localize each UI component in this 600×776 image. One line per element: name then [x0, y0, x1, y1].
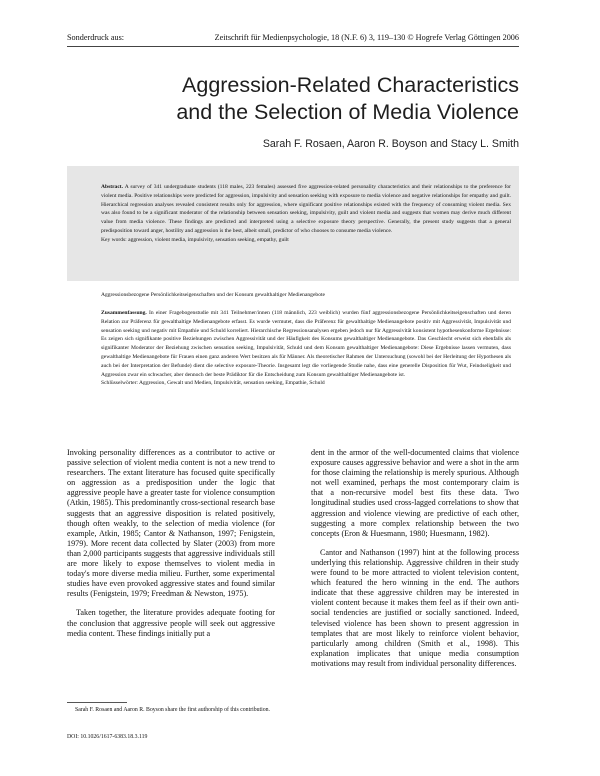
paragraph: Invoking personality differences as a contributor to active or passive selection of violent media content is not a new trend to researchers. The extant literature has focused quite specifically on aggression as a predisposition under the logic that aggressive people have a greater taste for violence consumption (Atkin, 1985). This predominantly cross-sectional research base suggests that an aggressive disposition is related positively, though often weakly, to the selection of media violence (for example, Atkin, 1985; Cantor & Nathanson, 1997; Fenigstein, 1979). More recent data collected by Slater (2003) from more than 2,000 participants suggests that aggressive individuals still are more likely to expose themselves to violent media in today's more diverse media milieu. Further, some experimental studies have even provoked aggressive states and found similar results (Fenigstein, 1979; Freedman & Newston, 1975).: [67, 448, 275, 599]
title-line-1: Aggression-Related Characteristics: [182, 73, 519, 97]
running-header: [67, 31, 519, 45]
abstract: [101, 183, 511, 245]
german-label: Zusammenfassung.: [101, 310, 147, 316]
footnote-rule: [67, 702, 127, 703]
body-column-right: [311, 448, 519, 678]
german-abstract: [101, 309, 511, 388]
doi: DOI: 10.1026/1617-6383.18.3.119: [67, 734, 148, 740]
footnote: Sarah F. Rosaen and Aaron R. Boyson share the first authorship of this contribution.: [75, 707, 270, 713]
paragraph: Taken together, the literature provides adequate footing for the conclusion that aggressive people will seek out aggressive media content. These findings initially put a: [67, 608, 275, 638]
paragraph: Cantor and Nathanson (1997) hint at the following process underlying this relationship. Aggressive children in their study were found to be more attracted to violent television content, which featured the hero winning in the end. The authors indicate that these aggressive children may be interested in violent content because it makes them feel as if their own anti-social tendencies are justified or socially sanctioned. Indeed, televised violence has been shown to present aggression in templates that are most likely to reinforce violent behavior, particularly among children (Smith et al., 1998). This explanation implicates that unique media consumption motivations may result from individual personality differences.: [311, 547, 519, 668]
title-line-2: and the Selection of Media Violence: [176, 100, 519, 124]
authors: Sarah F. Rosaen, Aaron R. Boyson and Stacy L. Smith: [262, 138, 519, 150]
header-rule: [67, 46, 519, 47]
german-keywords: Schlüsselwörter: Aggression, Gewalt und Medien, Impulsivität, sensation seeking, Empathie, Schuld: [101, 380, 325, 387]
header-journal: Zeitschrift für Medienpsychologie, 18 (N.F. 6) 3, 119–130 © Hogrefe Verlag Göttingen 2006: [214, 33, 519, 42]
abstract-body: A survey of 341 undergraduate students (118 males, 223 females) assessed five aggression-related personality characteristics and their relationships to the preference for violent media. Positive relationships were predicted for aggression, impulsivity and sensation seeking with exposure to media violence and negative relationships for empathy and guilt. Hierarchical regression analyses revealed consistent results only for aggression, where significant positive relationships existed with the frequency of consuming violent media. Sex was also found to be a significant moderator of the relationship between sensation seeking, impulsivity, guilt and violent media and suggests that women may derive much different value from media violence. These findings are predicted and interpreted using a selective exposure theory perspective. Generally, the present study suggests that a general predisposition toward anger, hostility and aggression is the best, albeit small, predictor of who chooses to consume media violence.: [101, 184, 511, 234]
abstract-label: Abstract.: [101, 184, 124, 190]
page-title: [67, 72, 519, 126]
paragraph: dent in the armor of the well-documented claims that violence exposure causes aggressive behavior and were a shot in the arm for those claiming the relationship is merely spurious. Although not well examined, perhaps the most contemporary claim is that a non-recursive model best fits these data. Two longitudinal studies used cross-lagged correlations to show that aggression and violence viewing are predictive of each other, suggesting a more complex relationship between the two concepts (Eron & Huesmann, 1980; Huesmann, 1982).: [311, 448, 519, 538]
german-body: In einer Fragebogenstudie mit 341 Teilnehmer/innen (118 männlich, 223 weiblich) wurden fünf aggressionsbezogene Persönlichkeitseigenschaften und deren Relation zur Präferenz für gewalthaltige Medienangebote erfasst. Es wurde vermutet, dass die Präferenz für gewalthaltige Medienangebote positiv mit Aggressivität, Impulsivität und sensation seeking und negativ mit Empathie und Schuld korreliert. Hierarchische Regressionsanalysen ergeben jedoch nur für Aggressivität konsistent hypothesenkonforme Ergebnisse: Es zeigen sich signifikante positive Beziehungen zwischen Aggressivität und der Häufigkeit des Konsums gewalthaltiger Medienangebote. Das Geschlecht erweist sich ebenfalls als signifikanter Moderator der Beziehung zwischen sensation seeking, Impulsivität, Schuld und dem Konsum gewalthaltiger Medienangebote: Diese Ergebnisse lassen vermuten, dass gewalthaltige Medienangebote für Frauen einen ganz anderen Wert besitzen als für Männer. Als theoretischer Rahmen der Untersuchung (sowohl bei der Herleitung der Hypothesen als auch bei der Interpretation der Befunde) dient die selective exposure-Theorie. Insgesamt legt die vorliegende Studie nahe, dass eine generelle Disposition für Wut, Feindseligkeit und Aggression zwar ein schwacher, aber dennoch der beste Prädiktor für die Entscheidung zum Konsum gewalthaltiger Medienangebote ist.: [101, 310, 511, 378]
abstract-keywords: Key words: aggression, violent media, impulsivity, sensation seeking, empathy, guilt: [101, 236, 289, 243]
header-offprint: Sonderdruck aus:: [67, 33, 125, 42]
body-column-left: [67, 448, 275, 648]
german-title: Aggressionsbezogene Persönlichkeitseigenschaften und der Konsum gewalthaltiger Medienangebote: [101, 292, 325, 298]
